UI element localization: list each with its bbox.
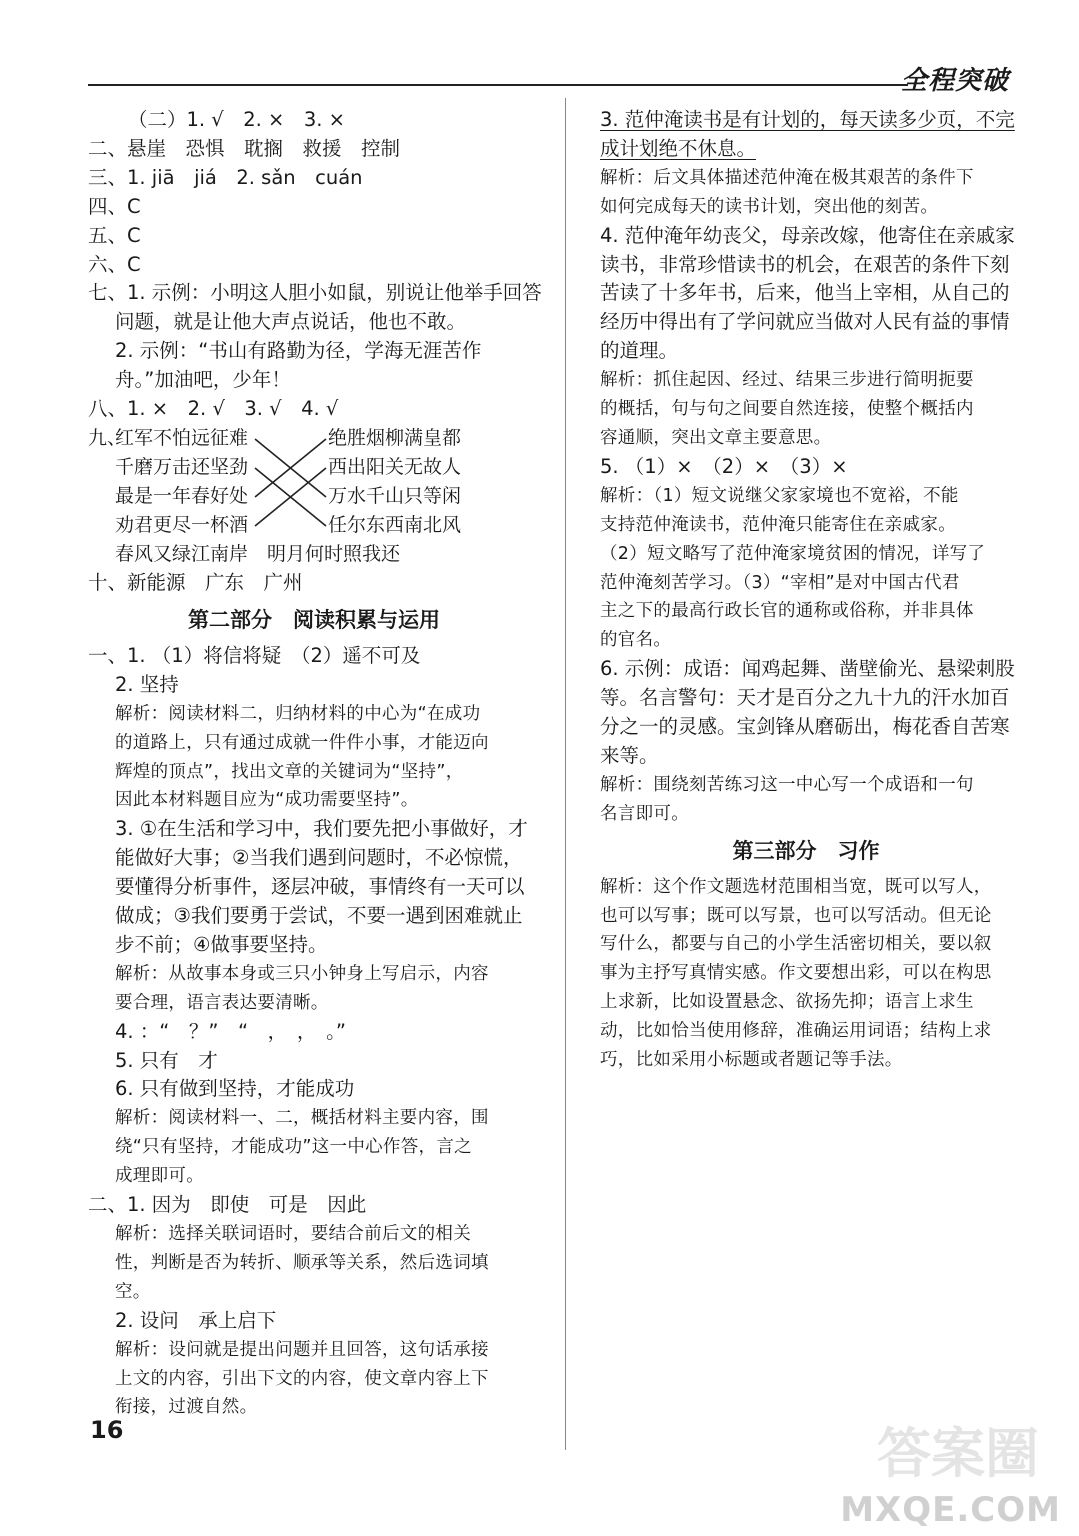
column-divider [565, 98, 566, 1450]
answer-line: 读书，非常珍惜读书的机会，在艰苦的条件下刻 [600, 252, 1010, 276]
answer-line: 2. 示例：“书山有路勤为径，学海无涯苦作 [115, 339, 482, 363]
explanation-line: 解析：从故事本身或三只小钟身上写启示，内容 [115, 963, 489, 984]
answer-line: 4. 范仲淹年幼丧父，母亲改嫁，他寄住在亲戚家 [600, 223, 1015, 247]
answer-line: 经历中得出有了学问就应当做对人民有益的事情 [600, 310, 1010, 334]
answer-line: 步不前；④做事要坚持。 [115, 932, 328, 956]
matching-lines [88, 424, 540, 569]
explanation-line: 衔接，过渡自然。 [115, 1397, 258, 1418]
answer-line: 等。名言警句：天才是百分之九十九的汗水加百 [600, 686, 1010, 710]
explanation-line: 的道路上，只有通过成就一件件小事，才能迈向 [115, 732, 489, 753]
answer-line: （二）1. √ 2. × 3. × [128, 108, 346, 131]
explanation-line: 也可以写事；既可以写景，也可以写活动。但无论 [600, 905, 992, 926]
answer-line: 3. ①在生活和学习中，我们要先把小事做好，才 [115, 817, 528, 841]
explanation-line: 因此本材料题目应为“成功需要坚持”。 [115, 790, 419, 811]
matching-prefix: 九、 [88, 426, 127, 449]
explanation-line: 写什么，都要与自己的小学生活密切相关，要以叙 [600, 934, 992, 955]
answer-line: 问题，就是让他大声点说话，他也不敢。 [115, 310, 467, 334]
explanation-line: 解析：这个作文题选材范围相当宽，既可以写人， [600, 876, 992, 897]
answer-line: 舟。”加油吧，少年！ [115, 368, 291, 392]
answer-line: 六、C [88, 252, 141, 276]
answer-line: 五、C [88, 223, 141, 247]
explanation-line: 上求新，比如设置悬念、欲扬先抑；语言上求生 [600, 992, 974, 1013]
answer-line: 6. 示例：成语：闻鸡起舞、凿壁偷光、悬梁刺股 [600, 657, 1015, 681]
right-column [600, 106, 1015, 1075]
answer-line: 分之一的灵感。宝剑锋从磨砺出，梅花香自苦寒 [600, 715, 1010, 739]
explanation-line: 解析：围绕刻苦练习这一中心写一个成语和一句 [600, 774, 974, 795]
answer-line: 4. ：“ ？” “ ， ， 。” [115, 1019, 346, 1043]
explanation-line: 绕“只有坚持，才能成功”这一中心作答，言之 [115, 1137, 472, 1158]
explanation-line: 范仲淹刻苦学习。（3）“宰相”是对中国古代君 [600, 572, 960, 593]
header-rule [88, 84, 908, 86]
explanation-line: 巧，比如采用小标题或者题记等手法。 [600, 1050, 903, 1071]
explanation-line: 事为主抒写真情实感。作文要想出彩，可以在构思 [600, 963, 992, 984]
explanation-line: 辉煌的顶点”，找出文章的关键词为“坚持”， [115, 761, 464, 782]
answer-line: 成计划绝不休息。 [600, 136, 757, 160]
explanation-line: 的官名。 [600, 630, 672, 651]
answer-line: 三、1. jiā jiá 2. sǎn cuán [88, 165, 363, 189]
answer-line: 二、1. 因为 即使 可是 因此 [88, 1193, 367, 1217]
explanation-line: 上文的内容，引出下文的内容，使文章内容上下 [115, 1368, 489, 1389]
answer-line: 5. （1）× （2）× （3）× [600, 454, 848, 478]
watermark-url: MXQE.COM [840, 1490, 1061, 1530]
explanation-line: 空。 [115, 1281, 151, 1302]
answer-line: 一、1. （1）将信将疑 （2）遥不可及 [88, 643, 421, 667]
explanation-line: （2）短文略写了范仲淹家境贫困的情况，详写了 [600, 543, 986, 564]
explanation-line: 解析：阅读材料一、二，概括材料主要内容，围 [115, 1108, 489, 1129]
explanation-line: 主之下的最高行政长官的通称或俗称，并非具体 [600, 601, 974, 622]
answer-line: 6. 只有做到坚持，才能成功 [115, 1077, 355, 1101]
explanation-line: 名言即可。 [600, 803, 689, 824]
explanation-line: 如何完成每天的读书计划，突出他的刻苦。 [600, 196, 939, 217]
explanation-line: 要合理，语言表达要清晰。 [115, 992, 329, 1013]
explanation-line: 成理即可。 [115, 1166, 204, 1187]
answer-line: 2. 坚持 [115, 672, 179, 696]
answer-line: 十、新能源 广东 广州 [88, 570, 303, 594]
answer-line: 做成；③我们要勇于尝试，不要一遇到困难就止 [115, 904, 523, 928]
explanation-line: 解析：选择关联词语时，要结合前后文的相关 [115, 1224, 471, 1244]
page-number: 16 [90, 1416, 124, 1444]
part2-title: 第二部分 阅读积累与运用 [188, 607, 440, 632]
match-right-item: 绝胜烟柳满皇都 [328, 426, 462, 449]
match-left-item: 劝君更尽一杯酒 [115, 513, 249, 536]
answer-line: 要懂得分析事件，逐层冲破，事情终有一天可以 [115, 875, 525, 899]
left-column [88, 106, 540, 1422]
explanation-line: 的概括，句与句之间要自然连接，使整个概括内 [600, 399, 974, 420]
answer-line: 来等。 [600, 743, 659, 767]
answer-line: 苦读了十多年书，后来，他当上宰相，从自己的 [600, 281, 1010, 305]
answer-line: 的道理。 [600, 339, 679, 363]
explanation-line: 解析：（1）短文说继父家家境也不宽裕，不能 [600, 485, 959, 506]
match-last-line: 春风又绿江南岸 明月何时照我还 [115, 542, 401, 565]
part3-title: 第三部分 习作 [732, 838, 880, 863]
explanation-line: 动，比如恰当使用修辞，准确运用词语；结构上求 [600, 1021, 992, 1042]
explanation-line: 解析：抓住起因、经过、结果三步进行简明扼要 [600, 370, 974, 391]
match-right-item: 西出阳关无故人 [328, 455, 462, 478]
answer-line: 3. 范仲淹读书是有计划的，每天读多少页，不完 [600, 108, 1015, 131]
explanation-line: 支持范仲淹读书，范仲淹只能寄住在亲戚家。 [600, 514, 956, 535]
match-left-item: 红军不怕远征难 [115, 426, 249, 449]
explanation-line: 性，判断是否为转折、顺承等关系，然后选词填 [115, 1252, 489, 1273]
match-left-item: 最是一年春好处 [115, 484, 249, 507]
answer-line: 能做好大事；②当我们遇到问题时，不必惊慌， [115, 846, 523, 870]
brand-title: 全程突破 [900, 66, 1009, 96]
answer-line: 5. 只有 才 [115, 1048, 218, 1072]
match-left-item: 千磨万击还坚劲 [115, 455, 249, 478]
answer-line: 八、1. × 2. √ 3. √ 4. √ [88, 397, 339, 421]
poem-matching [88, 424, 540, 569]
explanation-line: 容通顺，突出文章主要意思。 [600, 427, 832, 448]
answer-line: 2. 设问 承上启下 [115, 1308, 277, 1332]
explanation-line: 解析：阅读材料二，归纳材料的中心为“在成功 [115, 703, 481, 724]
explanation-line: 解析：设问就是提出问题并且回答，这句话承接 [115, 1339, 489, 1360]
answer-line: 四、C [88, 194, 141, 218]
answer-line: 七、1. 示例：小明这人胆小如鼠，别说让他举手回答 [88, 281, 542, 305]
match-right-item: 万水千山只等闲 [328, 484, 462, 507]
watermark-logo: 答案圈 [877, 1422, 1039, 1485]
explanation-line: 解析：后文具体描述范仲淹在极其艰苦的条件下 [600, 167, 974, 188]
answer-line: 二、悬崖 恐惧 耽搁 救援 控制 [88, 136, 401, 160]
match-right-item: 任尔东西南北风 [328, 513, 462, 536]
